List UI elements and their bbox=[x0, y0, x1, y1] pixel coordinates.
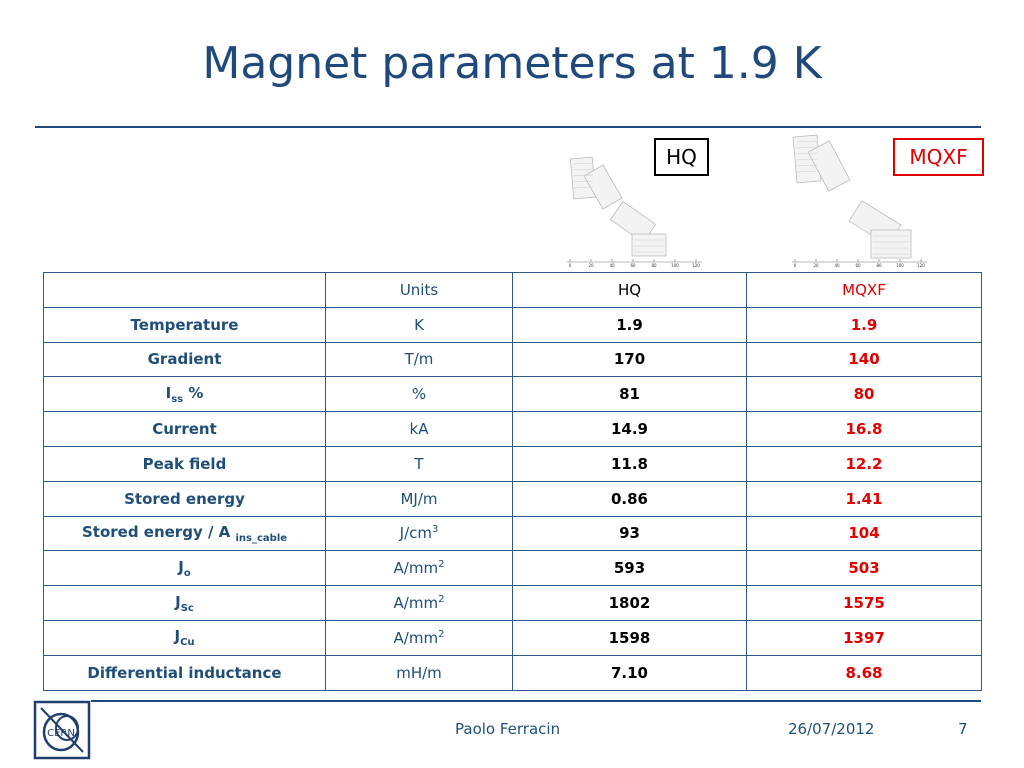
row-label-subscript: Sc bbox=[180, 602, 194, 614]
header-mqxf: MQXF bbox=[747, 273, 982, 308]
row-unit bbox=[326, 307, 513, 342]
row-mqxf-value: 12.2 bbox=[747, 446, 982, 481]
ruler-tick: 120 bbox=[917, 263, 925, 268]
row-mqxf-value: 80 bbox=[747, 377, 982, 412]
row-hq-value: 1.9 bbox=[513, 307, 747, 342]
row-hq-value: 14.9 bbox=[513, 412, 747, 447]
row-unit-superscript: 2 bbox=[438, 559, 445, 571]
table-header-row bbox=[44, 273, 982, 308]
row-label bbox=[44, 586, 326, 621]
ruler-tick: 20 bbox=[588, 263, 594, 268]
footer-author: Paolo Ferracin bbox=[455, 720, 561, 738]
footer-divider bbox=[35, 700, 981, 702]
row-label bbox=[44, 342, 326, 377]
row-unit-superscript: 2 bbox=[438, 594, 445, 606]
table-row bbox=[44, 377, 982, 412]
row-hq-value: 170 bbox=[513, 342, 747, 377]
row-unit bbox=[326, 377, 513, 412]
mqxf-label-box: MQXF bbox=[893, 138, 984, 176]
hq-label-box: HQ bbox=[654, 138, 709, 176]
row-label bbox=[44, 307, 326, 342]
ruler-tick: 0 bbox=[793, 263, 797, 268]
ruler-tick: 0 bbox=[568, 263, 572, 268]
row-unit-text: mH/m bbox=[396, 663, 442, 682]
row-hq-value: 81 bbox=[513, 377, 747, 412]
row-label-text: Gradient bbox=[147, 350, 222, 369]
table-row bbox=[44, 412, 982, 447]
row-unit-superscript: 3 bbox=[431, 524, 439, 536]
row-label bbox=[44, 551, 326, 586]
row-unit-text: A/mm bbox=[393, 628, 439, 647]
row-unit bbox=[326, 342, 513, 377]
row-label-subscript: Cu bbox=[180, 637, 195, 649]
table-row bbox=[44, 516, 982, 551]
table-row bbox=[44, 307, 982, 342]
cern-logo bbox=[33, 700, 91, 760]
row-unit-text: % bbox=[411, 385, 427, 404]
row-hq-value: 1598 bbox=[513, 620, 747, 655]
magnet-parameters-table bbox=[43, 272, 982, 691]
row-unit-text: kA bbox=[409, 420, 429, 439]
row-unit-text: T bbox=[414, 454, 424, 473]
ruler-tick: 60 bbox=[855, 263, 861, 268]
row-unit-text: T/m bbox=[404, 350, 434, 369]
row-mqxf-value: 140 bbox=[747, 342, 982, 377]
table-row bbox=[44, 342, 982, 377]
row-mqxf-value: 1575 bbox=[747, 586, 982, 621]
table-row bbox=[44, 481, 982, 516]
header-units: Units bbox=[326, 273, 513, 308]
row-mqxf-value: 1.9 bbox=[747, 307, 982, 342]
row-label-text: Temperature bbox=[130, 315, 239, 334]
row-hq-value: 11.8 bbox=[513, 446, 747, 481]
row-unit bbox=[326, 620, 513, 655]
row-label-text: J bbox=[174, 627, 181, 646]
row-unit-text: J/cm bbox=[399, 524, 432, 543]
row-mqxf-value: 503 bbox=[747, 551, 982, 586]
ruler-tick: 60 bbox=[630, 263, 636, 268]
row-label bbox=[44, 620, 326, 655]
title-divider bbox=[35, 126, 981, 128]
row-label bbox=[44, 446, 326, 481]
row-hq-value: 7.10 bbox=[513, 655, 747, 690]
row-label-text: J bbox=[178, 557, 184, 576]
table-row bbox=[44, 551, 982, 586]
row-hq-value: 593 bbox=[513, 551, 747, 586]
row-label bbox=[44, 655, 326, 690]
row-hq-value: 1802 bbox=[513, 586, 747, 621]
row-unit bbox=[326, 516, 513, 551]
row-unit bbox=[326, 481, 513, 516]
cern-logo-text: CERN bbox=[47, 728, 75, 739]
row-label-subscript: o bbox=[183, 567, 191, 579]
ruler-tick: 40 bbox=[834, 263, 840, 268]
footer-date: 26/07/2012 bbox=[788, 720, 875, 738]
ruler-tick: 20 bbox=[813, 263, 819, 268]
row-label-subscript: ins_cable bbox=[235, 532, 288, 544]
ruler-tick: 100 bbox=[896, 263, 904, 268]
row-mqxf-value: 16.8 bbox=[747, 412, 982, 447]
row-label-text: Current bbox=[152, 420, 217, 439]
header-label-cell bbox=[44, 273, 326, 308]
row-unit bbox=[326, 551, 513, 586]
row-unit-text: K bbox=[414, 315, 424, 334]
table-row bbox=[44, 586, 982, 621]
row-label-subscript: ss bbox=[171, 393, 184, 405]
row-label-text: Peak field bbox=[142, 454, 227, 473]
slide-title: Magnet parameters at 1.9 K bbox=[202, 38, 822, 89]
row-unit bbox=[326, 655, 513, 690]
row-unit bbox=[326, 412, 513, 447]
row-unit-superscript: 2 bbox=[438, 628, 445, 640]
header-hq: HQ bbox=[513, 273, 747, 308]
row-hq-value: 0.86 bbox=[513, 481, 747, 516]
row-mqxf-value: 104 bbox=[747, 516, 982, 551]
row-mqxf-value: 1.41 bbox=[747, 481, 982, 516]
table-row bbox=[44, 620, 982, 655]
row-unit bbox=[326, 446, 513, 481]
row-label bbox=[44, 412, 326, 447]
row-label-text: Differential inductance bbox=[87, 663, 282, 682]
row-unit-text: A/mm bbox=[393, 559, 439, 578]
ruler-tick: 40 bbox=[609, 263, 615, 268]
row-mqxf-value: 1397 bbox=[747, 620, 982, 655]
ruler-tick: 80 bbox=[876, 263, 882, 268]
row-unit-text: MJ/m bbox=[400, 489, 438, 508]
row-label-text: I bbox=[165, 383, 172, 402]
ruler-tick: 120 bbox=[692, 263, 700, 268]
row-unit-text: A/mm bbox=[393, 594, 439, 613]
row-hq-value: 93 bbox=[513, 516, 747, 551]
row-label bbox=[44, 516, 326, 551]
row-label-suffix: % bbox=[183, 383, 204, 402]
table-row bbox=[44, 655, 982, 690]
page-number: 7 bbox=[958, 720, 968, 738]
row-label-text: J bbox=[175, 592, 181, 611]
row-mqxf-value: 8.68 bbox=[747, 655, 982, 690]
row-unit bbox=[326, 586, 513, 621]
row-label bbox=[44, 377, 326, 412]
ruler-tick: 80 bbox=[651, 263, 657, 268]
table-row bbox=[44, 446, 982, 481]
row-label-text: Stored energy / A bbox=[81, 522, 236, 541]
row-label bbox=[44, 481, 326, 516]
row-label-text: Stored energy bbox=[124, 489, 245, 508]
ruler-tick: 100 bbox=[671, 263, 679, 268]
